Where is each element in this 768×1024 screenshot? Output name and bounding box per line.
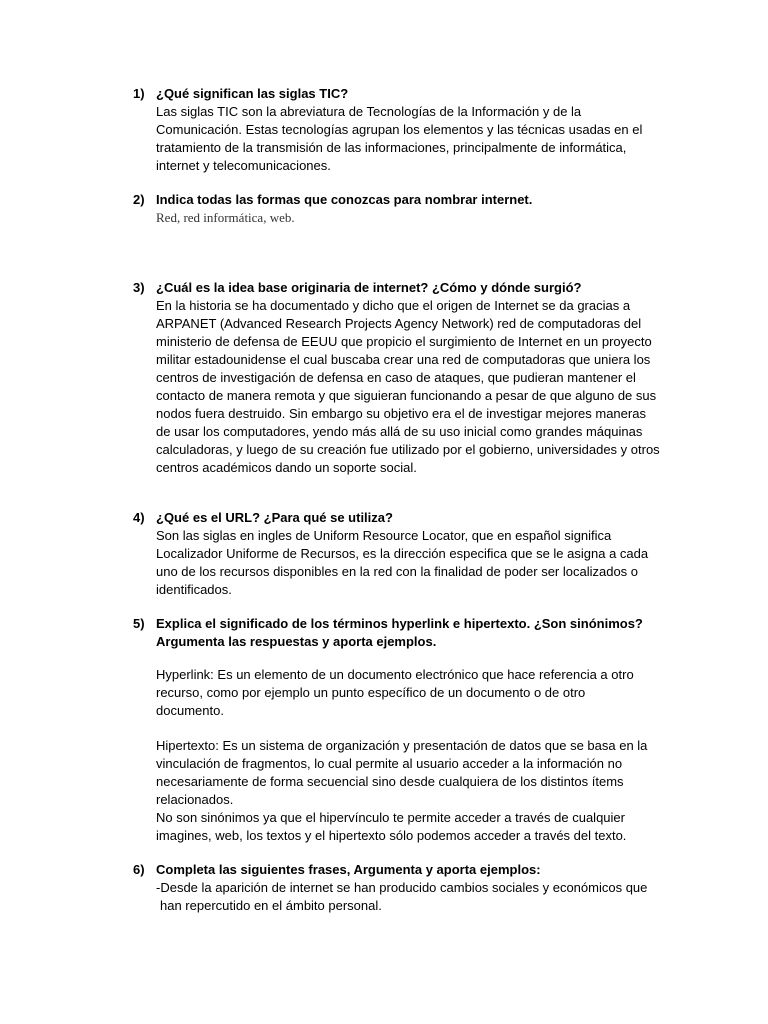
question-line: Completa las siguientes frases, Argumenta y aporta ejemplos: [156, 862, 541, 877]
answer-line: han repercutido en el ámbito personal. [160, 898, 382, 913]
answer-line: Son las siglas en ingles de Uniform Resource Locator, que en español significa [156, 528, 612, 543]
hyperlink-definition [156, 666, 676, 720]
question-number: 2) [133, 192, 145, 207]
question-line: ¿Qué es el URL? ¿Para qué se utiliza? [156, 510, 393, 525]
answer-line: centros de investigación de defensa en caso de ataques, que pudieran mantener el [156, 370, 636, 385]
answer-line: En la historia se ha documentado y dicho que el origen de Internet se da gracias a [156, 298, 631, 313]
answer-line: uno de los recursos disponibles en la red con la finalidad de poder ser localizados o [156, 564, 639, 579]
answer-line: ministerio de defensa de EEUU que propicio el surgimiento de Internet en un proyecto [156, 334, 652, 349]
answer-line: tratamiento de la transmisión de las informaciones, principalmente de informática, [156, 140, 627, 155]
question-line: Indica todas las formas que conozcas para nombrar internet. [156, 192, 533, 207]
answer-text [156, 209, 676, 227]
question-line: Explica el significado de los términos hyperlink e hipertexto. ¿Son sinónimos? [156, 616, 643, 631]
question-text [156, 615, 676, 651]
answer-line: Hyperlink: Es un elemento de un documento electrónico que hace referencia a otro [156, 667, 634, 682]
question-line: ¿Qué significan las siglas TIC? [156, 86, 349, 101]
answer-line: Las siglas TIC son la abreviatura de Tecnologías de la Información y de la [156, 104, 582, 119]
question-number: 5) [133, 616, 145, 631]
answer-line: Comunicación. Estas tecnologías agrupan los elementos y las técnicas usadas en el [156, 122, 643, 137]
question-text [156, 509, 676, 527]
answer-line: identificados. [156, 582, 232, 597]
answer-line: -Desde la aparición de internet se han producido cambios sociales y económicos que [156, 880, 648, 895]
question-number: 4) [133, 510, 145, 525]
answer-line: internet y telecomunicaciones. [156, 158, 331, 173]
question-text [156, 279, 676, 297]
answer-text [156, 527, 676, 599]
answer-line: centros académicos dando un soporte social. [156, 460, 417, 475]
answer-line: militar estadounidense el cual buscaba crear una red de computadoras que uniera los [156, 352, 651, 367]
answer-line: imagines, web, los textos y el hipertexto sólo podemos acceder a través del texto. [156, 828, 627, 843]
answer-line: relacionados. [156, 792, 234, 807]
question-number: 3) [133, 280, 145, 295]
answer-line: necesariamente de forma secuencial sino desde cualquiera de los distintos ítems [156, 774, 624, 789]
question-number: 1) [133, 86, 145, 101]
answer-text [156, 297, 676, 477]
answer-line: Localizador Uniforme de Recursos, es la dirección especifica que se le asigna a cada [156, 546, 649, 561]
answer-line: nodos fuera destruido. Sin embargo su objetivo era el de investigar mejores maneras [156, 406, 646, 421]
hipertexto-definition [156, 737, 676, 845]
question-text [156, 191, 676, 209]
answer-line: vinculación de fragmentos, lo cual permite al usuario acceder a la información no [156, 756, 623, 771]
answer-line: de usar los computadores, yendo más allá de su uso inicial como grandes máquinas [156, 424, 643, 439]
answer-line: Red, red informática, web. [156, 210, 295, 225]
answer-line: calculadoras, y luego de su creación fue utilizado por el gobierno, universidades y otros [156, 442, 660, 457]
answer-line: No son sinónimos ya que el hipervínculo te permite acceder a través de cualquier [156, 810, 625, 825]
answer-line: Hipertexto: Es un sistema de organización y presentación de datos que se basa en la [156, 738, 648, 753]
question-text [156, 861, 676, 879]
answer-line: recurso, como por ejemplo un punto específico de un documento o de otro [156, 685, 586, 700]
answer-line: ARPANET (Advanced Research Projects Agency Network) red de computadoras del [156, 316, 642, 331]
question-line: Argumenta las respuestas y aporta ejemplos. [156, 634, 437, 649]
answer-text [156, 879, 676, 915]
answer-line: documento. [156, 703, 224, 718]
answer-text [156, 103, 676, 175]
answer-line: contacto de manera remota y que siguieran funcionando a pesar de que alguno de sus [156, 388, 657, 403]
question-text [156, 85, 676, 103]
question-number: 6) [133, 862, 145, 877]
question-line: ¿Cuál es la idea base originaria de internet? ¿Cómo y dónde surgió? [156, 280, 582, 295]
